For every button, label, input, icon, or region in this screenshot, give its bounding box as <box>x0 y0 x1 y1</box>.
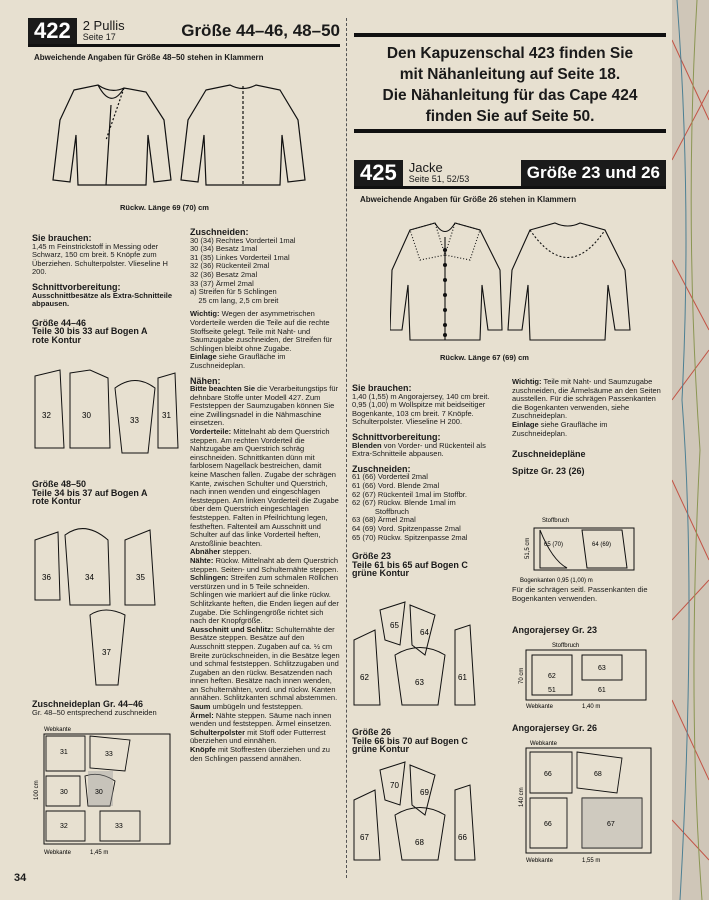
size-group-1-contour: rote Kontur <box>32 334 81 345</box>
svg-text:33: 33 <box>105 751 113 758</box>
model-subtitle: Jacke Seite 51, 52/53 <box>408 159 470 184</box>
prep-title: Schnittvorbereitung: <box>352 431 441 442</box>
materials-title: Sie brauchen: <box>32 233 92 243</box>
jacket-technical-drawing <box>390 215 640 350</box>
sew-para: Nähte: Rückw. Mittelnaht ab dem Querstrich steppen. Seiten- und Schulternähte steppen. <box>190 555 339 574</box>
sew-para: Bitte beachten Sie die Verarbeitungstips für dehnbare Stoffe unter Modell 427. Zum Feststeppen der Saumzugaben können Sie eine Zwillingsnadel in die Nähmaschine einsetzen. <box>190 384 339 428</box>
plan-webkante-top: Webkante <box>44 727 71 733</box>
plan-webkante-bottom: Webkante <box>44 850 71 856</box>
model-size: Größe 44–46, 48–50 <box>181 21 340 40</box>
angora-23-cutting-plan <box>512 640 662 710</box>
svg-text:51,5 cm: 51,5 cm <box>525 537 531 559</box>
cutting-plan-diagram <box>30 726 175 856</box>
svg-text:Bogenkanten 0,95 (1,00) m: Bogenkanten 0,95 (1,00) m <box>520 578 593 584</box>
pattern-pieces-34-37 <box>30 510 180 690</box>
materials-title: Sie brauchen: <box>352 383 412 393</box>
cut-item: 62 (67) Rückw. Blende 1mal im <box>352 498 456 508</box>
cut-item: a) Streifen für 5 Schlingen <box>190 287 277 297</box>
cut-item: Stoffbruch <box>352 506 409 516</box>
svg-text:30: 30 <box>95 789 103 796</box>
angora-23-block <box>512 620 662 635</box>
svg-text:Stoffbruch: Stoffbruch <box>542 518 570 524</box>
svg-text:36: 36 <box>42 573 51 582</box>
svg-text:68: 68 <box>415 838 424 847</box>
cross-reference-banner <box>354 33 666 133</box>
svg-text:32: 32 <box>60 823 68 830</box>
size-group-2-contour: grüne Kontur <box>352 744 409 755</box>
instructions-422 <box>190 228 340 763</box>
instructions-425 <box>512 378 664 475</box>
interfacing-note: Einlage siehe Graufläche im Zuschneideplan. <box>512 419 608 438</box>
cut-item: 30 (34) Rechtes Vorderteil 1mal <box>190 235 296 245</box>
prep-title: Schnittvorbereitung: <box>32 281 121 292</box>
svg-text:70 cm: 70 cm <box>519 667 525 684</box>
banner-line: Die Nähanleitung für das Cape 424 <box>382 87 638 104</box>
back-length: Rückw. Länge 67 (69) cm <box>440 353 529 362</box>
pattern-pieces-30-33 <box>30 368 180 458</box>
cut-item: 25 cm lang, 2,5 cm breit <box>190 295 279 305</box>
model-number: 425 <box>354 160 403 186</box>
page-number: 34 <box>14 872 27 884</box>
size-group-2 <box>352 722 502 754</box>
svg-text:1,40 m: 1,40 m <box>582 704 601 710</box>
sew-para: Ausschnitt und Schlitz: Schulternähte der Besätze steppen. Besätze auf den Ausschnitt steppen. Zugaben auf ca. ½ cm Breite zurückschneiden, in die Besätze legen und schmal feststeppen. Schlitzzugaben und Zugaben an den rückw. Besatzenden nach innen heften. Besätze nach innen wenden, an Schulternähten, vord. und rückw. Kanten annähen. Schlitzkanten schmal abstemmen. <box>190 624 340 703</box>
svg-text:100 cm: 100 cm <box>34 780 40 800</box>
svg-text:33: 33 <box>130 416 139 425</box>
cut-item: 63 (68) Ärmel 2mal <box>352 515 416 525</box>
cut-item: 61 (66) Vorderteil 2mal <box>352 472 428 482</box>
sew-para: Ärmel: Nähte steppen. Säume nach innen wenden und feststeppen. Ärmel einsetzen. <box>190 710 332 729</box>
angora-26-block <box>512 718 662 733</box>
model-number: 422 <box>28 18 77 44</box>
sew-para: Saum umbügeln und feststeppen. <box>190 702 304 712</box>
lace-plan-title: Spitze Gr. 23 (26) <box>512 465 585 476</box>
svg-text:32: 32 <box>42 411 51 420</box>
model-422-header <box>28 18 340 47</box>
cut-item: 33 (37) Ärmel 2mal <box>190 278 254 288</box>
svg-text:31: 31 <box>60 749 68 756</box>
materials-text: 1,45 m Feinstrickstoff in Messing oder Schwarz, 150 cm breit. 5 Knöpfe zum Überziehen. Schulterpolster. Vlieseline H 200. <box>32 241 168 277</box>
svg-text:63: 63 <box>598 665 606 672</box>
pattern-pieces-66-70 <box>350 760 500 865</box>
model-subtitle: 2 Pullis Seite 17 <box>82 17 125 42</box>
sewing-title: Nähen: <box>190 375 221 386</box>
sew-para: Schulterpolster mit Stoff oder Futterrest überziehen und einnähen. <box>190 727 326 746</box>
cutting-plan-sub: Gr. 48–50 entsprechend zuschneiden <box>32 707 157 717</box>
size-note: Abweichende Angaben für Größe 26 stehen in Klammern <box>360 195 577 204</box>
banner-line: Den Kapuzenschal 423 finden Sie <box>386 45 634 62</box>
angora-23-title: Angorajersey Gr. 23 <box>512 625 598 635</box>
svg-text:37: 37 <box>102 648 111 657</box>
important-note: Wichtig: Wegen der asymmetrischen Vorderteile werden die Teile auf die rechte Stoffseite gelegt. Teile mit Naht- und Saumzugabe zuschneiden, der Streifen für Schlingen bleibt ohne Zugabe. <box>190 309 333 353</box>
svg-text:67: 67 <box>607 821 615 828</box>
sew-para: Vorderteile: Mittelnaht ab dem Querstrich steppen. Am rechten Vorderteil die Nahtzugabe am Querstrich schräg einschneiden. Schnittkanten dünn mit farblosem Nagellack bestreichen, damit keine Maschen fallen. Zugabe der schrägen Kante, zwischen Schulter und Querstrich, nach innen wenden und eingeschlagen feststeppen. Am linken Vorderteil die Zugabe über dem Querstrich eingeschlagen feststeppen. Falten in Pfeilrichtung legen, festheften. Faltenteil am Ausschnitt und Schulter auf das linke Vorderteil heften, Anstoßlinie beachten. <box>190 427 339 548</box>
size-note: Abweichende Angaben für Größe 48–50 stehen in Klammern <box>34 53 264 62</box>
size-group-2-contour: rote Kontur <box>32 496 81 507</box>
sweater-technical-drawing <box>36 80 336 195</box>
svg-text:31: 31 <box>162 411 171 420</box>
cut-item: 62 (67) Rückenteil 1mal im Stoffbr. <box>352 489 467 499</box>
size-group-1-title: Größe 23 <box>352 551 392 562</box>
banner-line: mit Nähanleitung auf Seite 18. <box>399 66 621 83</box>
size-group-1-line: Teile 30 bis 33 auf Bogen A <box>32 326 148 337</box>
sew-para: Knöpfe mit Stoffresten überziehen und zu den Schlingen passend annähen. <box>190 745 330 763</box>
svg-text:35: 35 <box>136 573 145 582</box>
cut-title: Zuschneiden: <box>352 463 411 474</box>
size-group-1-line: Teile 61 bis 65 auf Bogen C <box>352 559 468 570</box>
svg-text:33: 33 <box>115 823 123 830</box>
size-group-2-line: Teile 34 bis 37 auf Bogen A <box>32 487 148 498</box>
svg-text:64 (69): 64 (69) <box>592 542 612 548</box>
cut-item: 64 (69) Vord. Spitzenpasse 2mal <box>352 523 461 533</box>
svg-text:69: 69 <box>420 788 429 797</box>
svg-text:Webkante: Webkante <box>526 704 553 710</box>
banner-line: finden Sie auf Seite 50. <box>425 108 595 125</box>
svg-text:140 cm: 140 cm <box>519 787 525 807</box>
cut-title: Zuschneiden: <box>190 227 249 237</box>
materials-text: 1,40 (1,55) m Angorajersey, 140 cm breit. 0,95 (1,00) m Wollspitze mit beidseitiger Bogenkante, 103 cm breit. 7 Knöpfe. Schulterpolster. Vlieseline H 200. <box>352 391 490 427</box>
plan-width: 1,45 m <box>90 850 109 856</box>
cutting-plan-left <box>32 694 182 717</box>
model-425-section <box>354 160 666 206</box>
important-note: Wichtig: Teile mit Naht- und Saumzugabe zuschneiden, die Ärmelsäume an den Seiten ausstellen. Für die schrägen Passenkanten die Bogenkanten verwenden, siehe Zuschneideplan. <box>512 377 661 421</box>
svg-text:51: 51 <box>548 687 556 694</box>
lace-note: Für die schrägen seitl. Passenkanten die Bogenkanten verwenden. <box>512 585 648 603</box>
size-group-2 <box>32 474 180 506</box>
svg-text:61: 61 <box>458 673 467 682</box>
svg-text:63: 63 <box>415 678 424 687</box>
svg-text:34: 34 <box>85 573 94 582</box>
svg-text:66: 66 <box>544 821 552 828</box>
prep-text: Ausschnittbesätze als Extra-Schnitteile abpausen. <box>32 290 173 309</box>
svg-text:30: 30 <box>60 789 68 796</box>
svg-text:70: 70 <box>390 781 399 790</box>
model-size: Größe 23 und 26 <box>521 160 666 186</box>
size-group-2-title: Größe 26 <box>352 727 392 737</box>
sew-para: Abnäher steppen. <box>190 547 252 557</box>
svg-text:64: 64 <box>420 628 429 637</box>
svg-text:68: 68 <box>594 771 602 778</box>
svg-text:65: 65 <box>390 621 399 630</box>
size-group-1-title: Größe 44–46 <box>32 317 87 328</box>
cut-item: 31 (35) Linkes Vorderteil 1mal <box>190 252 290 262</box>
angora-26-title: Angorajersey Gr. 26 <box>512 723 598 733</box>
model-425-header <box>354 160 666 189</box>
cutting-plans-title: Zuschneidepläne <box>512 449 586 460</box>
cutting-plan-title: Zuschneideplan Gr. 44–46 <box>32 699 144 709</box>
materials-block <box>352 378 502 578</box>
svg-text:Webkante: Webkante <box>526 858 553 863</box>
size-group-2-line: Teile 66 bis 70 auf Bogen C <box>352 735 468 746</box>
size-group-1-contour: grüne Kontur <box>352 568 409 579</box>
adjacent-page-edge <box>672 0 709 900</box>
back-length: Rückw. Länge 69 (70) cm <box>120 203 209 212</box>
svg-text:65 (70): 65 (70) <box>544 542 564 548</box>
prep-text: Blenden von Vorder- und Rückenteil als Extra-Schnitteile abpausen. <box>352 440 486 459</box>
pattern-pieces-61-65 <box>350 600 500 710</box>
sew-para: Schlingen: Streifen zum schmalen Röllchen verstürzen und in 5 Teile schneiden. Schlingen wie markiert auf die linke rückw. Schlitzkante heften, die Enden liegen auf der Zugabe. Die Schlingengröße richtet sich nach der Knopfgröße. <box>190 573 339 626</box>
column-divider <box>346 18 348 878</box>
cut-item: 61 (66) Vord. Blende 2mal <box>352 480 440 490</box>
svg-text:66: 66 <box>544 771 552 778</box>
lace-cutting-plan <box>512 510 662 585</box>
cut-item: 32 (36) Rückenteil 2mal <box>190 261 270 271</box>
svg-text:62: 62 <box>548 673 556 680</box>
svg-text:61: 61 <box>598 687 606 694</box>
svg-text:Stoffbruch: Stoffbruch <box>552 643 580 649</box>
svg-text:62: 62 <box>360 673 369 682</box>
svg-text:30: 30 <box>82 411 91 420</box>
interfacing-note: Einlage siehe Graufläche im Zuschneideplan. <box>190 352 286 370</box>
svg-text:66: 66 <box>458 833 467 842</box>
svg-text:1,55 m: 1,55 m <box>582 858 601 863</box>
svg-text:Webkante: Webkante <box>530 741 557 747</box>
size-group-2-title: Größe 48–50 <box>32 479 87 489</box>
model-422-section <box>28 18 340 64</box>
cut-item: 30 (34) Besatz 1mal <box>190 244 258 254</box>
cut-item: 65 (70) Rückw. Spitzenpasse 2mal <box>352 532 468 542</box>
angora-26-cutting-plan <box>512 738 662 863</box>
cut-item: 32 (36) Besatz 2mal <box>190 269 258 279</box>
svg-text:67: 67 <box>360 833 369 842</box>
materials-block <box>32 228 180 345</box>
